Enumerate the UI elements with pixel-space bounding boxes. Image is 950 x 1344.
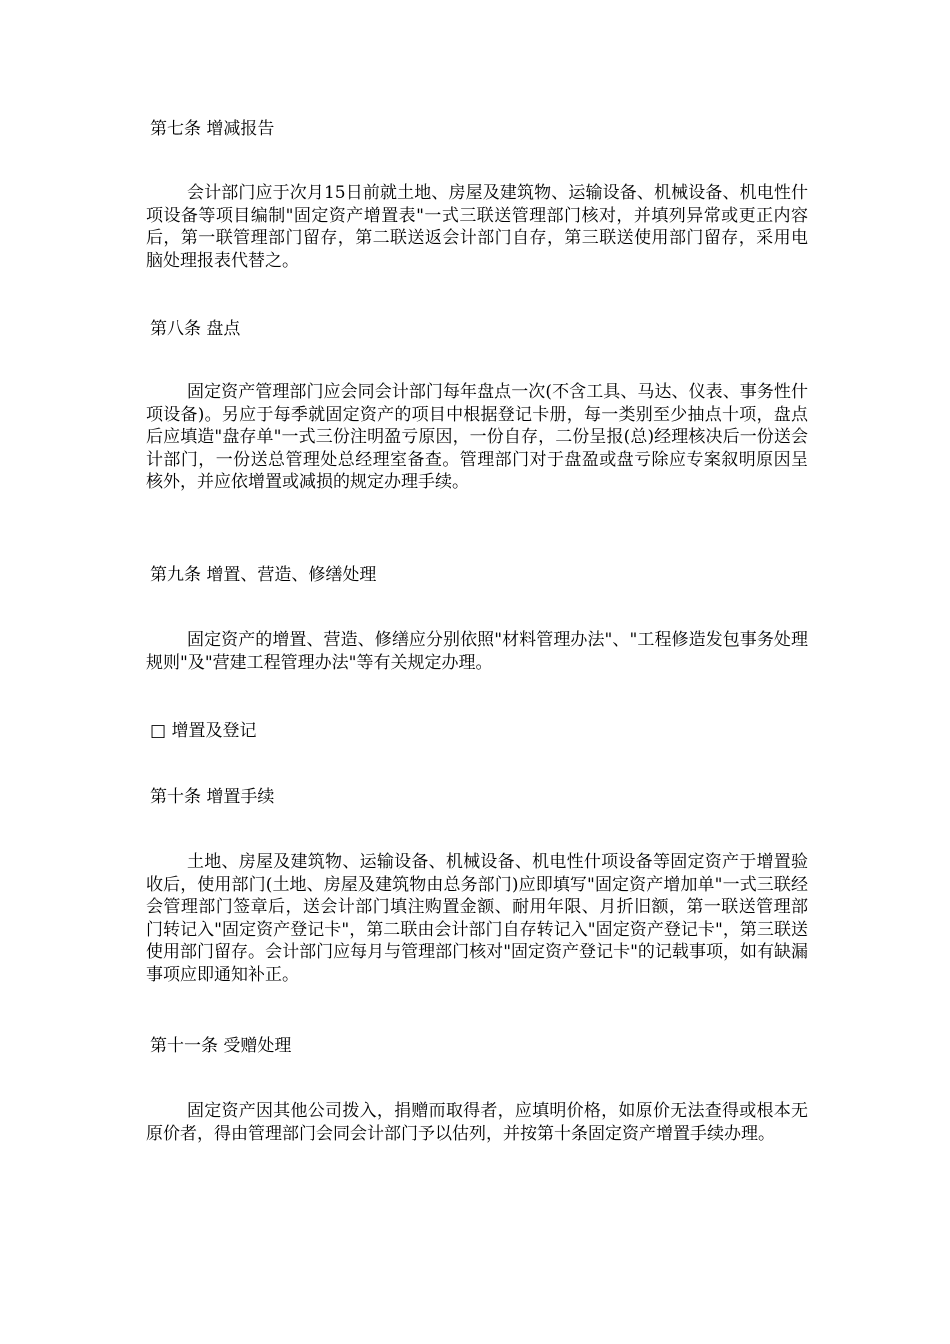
article-10-body: 土地、房屋及建筑物、运输设备、机械设备、机电性什项设备等固定资产于增置验收后，使用部门(土地、房屋及建筑物由总务部门)应即填写"固定资产增加单"一式三联经会管理部门签章后，送会计部门填注购置金额、耐用年限、月折旧额，第一联送管理部门转记入"固定资产登记卡"，第二联由会计部门自存转记入"固定资产登记卡"，第三联送使用部门留存。会计部门应每月与管理部门核对"固定资产登记卡"的记载事项，如有缺漏事项应即通知补正。 xyxy=(146,852,808,985)
article-7-heading: 第七条 增减报告 xyxy=(150,119,275,139)
article-11-heading: 第十一条 受赠处理 xyxy=(150,1036,292,1056)
section-heading-acquisition-registration: □ 增置及登记 xyxy=(150,721,257,741)
article-11-body: 固定资产因其他公司拨入，捐赠而取得者，应填明价格，如原价无法查得或根本无原价者，得由管理部门会同会计部门予以估列，并按第十条固定资产增置手续办理。 xyxy=(146,1101,808,1144)
article-9-heading: 第九条 增置、营造、修缮处理 xyxy=(150,565,377,585)
article-8-heading: 第八条 盘点 xyxy=(150,319,241,339)
article-8-body: 固定资产管理部门应会同会计部门每年盘点一次(不含工具、马达、仪表、事务性什项设备)。另应于每季就固定资产的项目中根据登记卡册，每一类别至少抽点十项，盘点后应填造"盘存单"一式三份注明盈亏原因，一份自存，二份呈报(总)经理核决后一份送会计部门，一份送总管理处总经理室备查。管理部门对于盘盈或盘亏除应专案叙明原因呈核外，并应依增置或减损的规定办理手续。 xyxy=(146,382,808,492)
article-10-heading: 第十条 增置手续 xyxy=(150,787,275,807)
article-7-body: 会计部门应于次月15日前就土地、房屋及建筑物、运输设备、机械设备、机电性什项设备等项目编制"固定资产增置表"一式三联送管理部门核对，并填列异常或更正内容后，第一联管理部门留存，第二联送返会计部门自存，第三联送使用部门留存，采用电脑处理报表代替之。 xyxy=(146,183,808,271)
article-9-body: 固定资产的增置、营造、修缮应分别依照"材料管理办法"、"工程修造发包事务处理规则"及"营建工程管理办法"等有关规定办理。 xyxy=(146,630,808,673)
